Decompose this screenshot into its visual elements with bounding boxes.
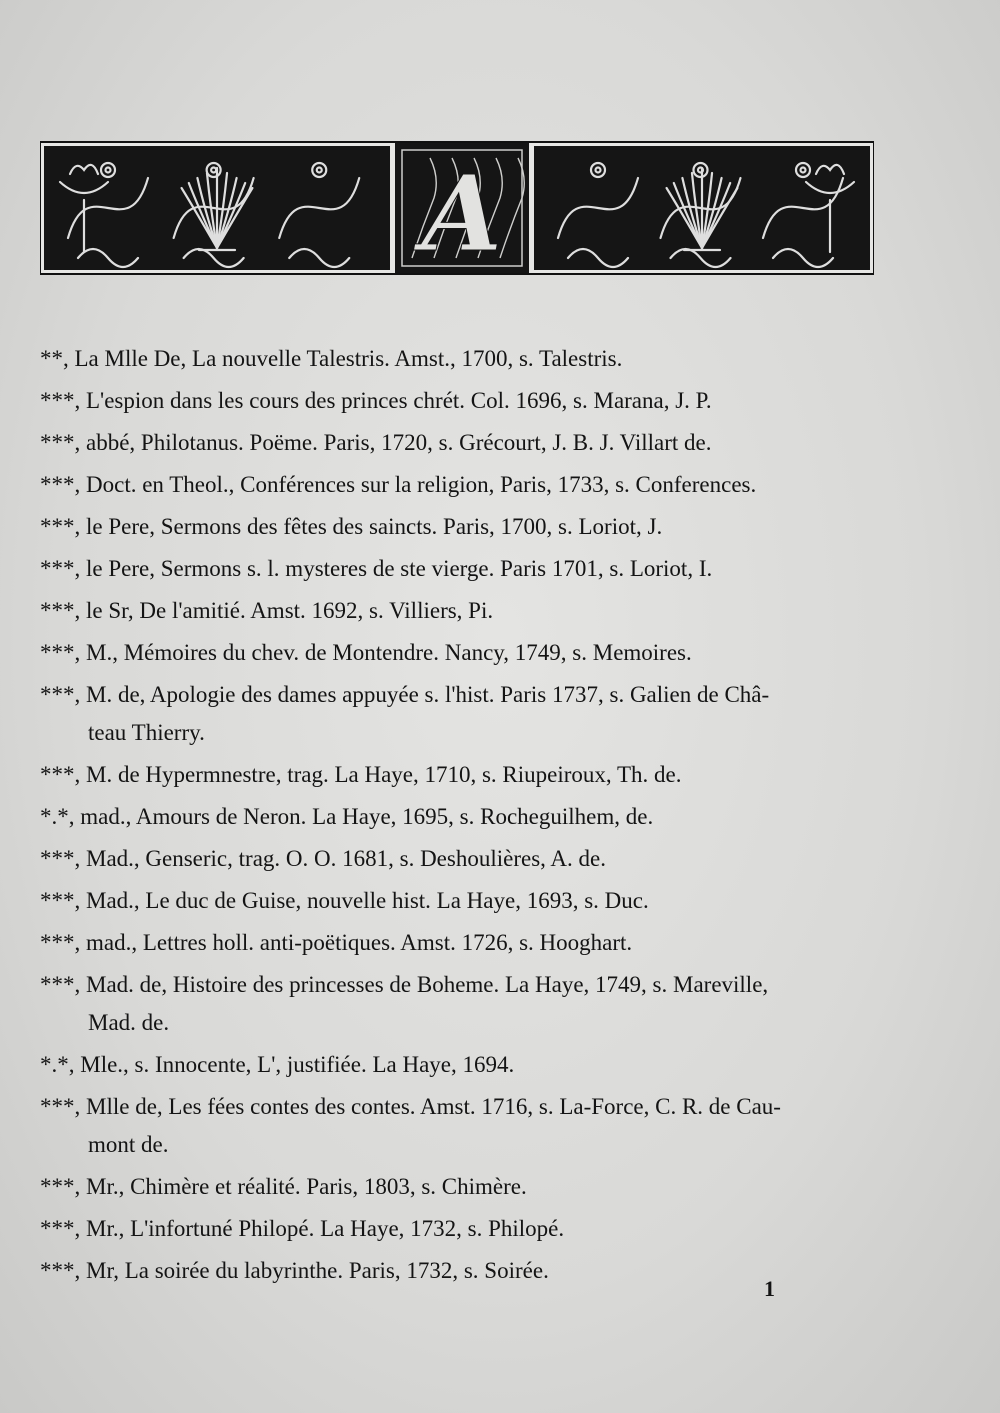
entry-text: ***, Mlle de, Les fées contes des contes. Amst. 1716, s. La-Force, C. R. de Cau- <box>40 1094 781 1119</box>
entry-text: ***, mad., Lettres holl. anti-poëtiques. Amst. 1726, s. Hooghart. <box>40 930 633 955</box>
page-number: 1 <box>764 1276 775 1301</box>
list-item <box>40 838 870 880</box>
list-item <box>40 1044 870 1086</box>
list-item <box>40 632 870 674</box>
list-item <box>40 1086 870 1166</box>
list-item <box>40 1208 870 1250</box>
entry-text: ***, L'espion dans les cours des princes chrét. Col. 1696, s. Marana, J. P. <box>40 388 712 413</box>
entry-continuation: Mad. de. <box>88 1010 170 1035</box>
entry-text: *.*, Mle., s. Innocente, L', justifiée. La Haye, 1694. <box>40 1052 515 1077</box>
entry-continuation: teau Thierry. <box>88 720 205 745</box>
list-item <box>40 548 870 590</box>
list-item <box>40 796 870 838</box>
list-item <box>40 422 870 464</box>
list-item <box>40 464 870 506</box>
list-item <box>40 880 870 922</box>
ornamental-headpiece <box>40 140 874 276</box>
entry-text: ***, abbé, Philotanus. Poëme. Paris, 1720, s. Grécourt, J. B. J. Villart de. <box>40 430 712 455</box>
headpiece-ornament <box>40 140 874 276</box>
entry-text: ***, le Sr, De l'amitié. Amst. 1692, s. Villiers, Pi. <box>40 598 494 623</box>
entry-text: **, La Mlle De, La nouvelle Talestris. Amst., 1700, s. Talestris. <box>40 346 623 371</box>
entry-text: ***, Mad. de, Histoire des princesses de Boheme. La Haye, 1749, s. Mareville, <box>40 972 769 997</box>
entry-text: ***, M., Mémoires du chev. de Montendre. Nancy, 1749, s. Memoires. <box>40 640 692 665</box>
entry-text: ***, Mr, La soirée du labyrinthe. Paris, 1732, s. Soirée. <box>40 1258 549 1283</box>
list-item <box>40 1166 870 1208</box>
list-item <box>40 506 870 548</box>
entry-continuation: mont de. <box>88 1132 169 1157</box>
list-item <box>40 338 870 380</box>
entry-list <box>40 338 870 1292</box>
entry-text: ***, le Pere, Sermons s. l. mysteres de ste vierge. Paris 1701, s. Loriot, I. <box>40 556 713 581</box>
list-item <box>40 380 870 422</box>
list-item <box>40 674 870 754</box>
entry-text: ***, Mr., L'infortuné Philopé. La Haye, 1732, s. Philopé. <box>40 1216 565 1241</box>
list-item <box>40 590 870 632</box>
entry-text: ***, Doct. en Theol., Conférences sur la religion, Paris, 1733, s. Conferences. <box>40 472 757 497</box>
list-item <box>40 922 870 964</box>
entry-text: ***, Mr., Chimère et réalité. Paris, 1803, s. Chimère. <box>40 1174 527 1199</box>
entry-text: ***, M. de Hypermnestre, trag. La Haye, 1710, s. Riupeiroux, Th. de. <box>40 762 682 787</box>
entry-text: ***, M. de, Apologie des dames appuyée s. l'hist. Paris 1737, s. Galien de Châ- <box>40 682 770 707</box>
entry-text: ***, Mad., Genseric, trag. O. O. 1681, s. Deshoulières, A. de. <box>40 846 606 871</box>
list-item <box>40 964 870 1044</box>
initial-letter: A <box>421 152 503 275</box>
entry-text: ***, le Pere, Sermons des fêtes des saincts. Paris, 1700, s. Loriot, J. <box>40 514 663 539</box>
list-item <box>40 754 870 796</box>
entry-text: ***, Mad., Le duc de Guise, nouvelle hist. La Haye, 1693, s. Duc. <box>40 888 649 913</box>
list-item <box>40 1250 870 1292</box>
entry-text: *.*, mad., Amours de Neron. La Haye, 1695, s. Rocheguilhem, de. <box>40 804 654 829</box>
